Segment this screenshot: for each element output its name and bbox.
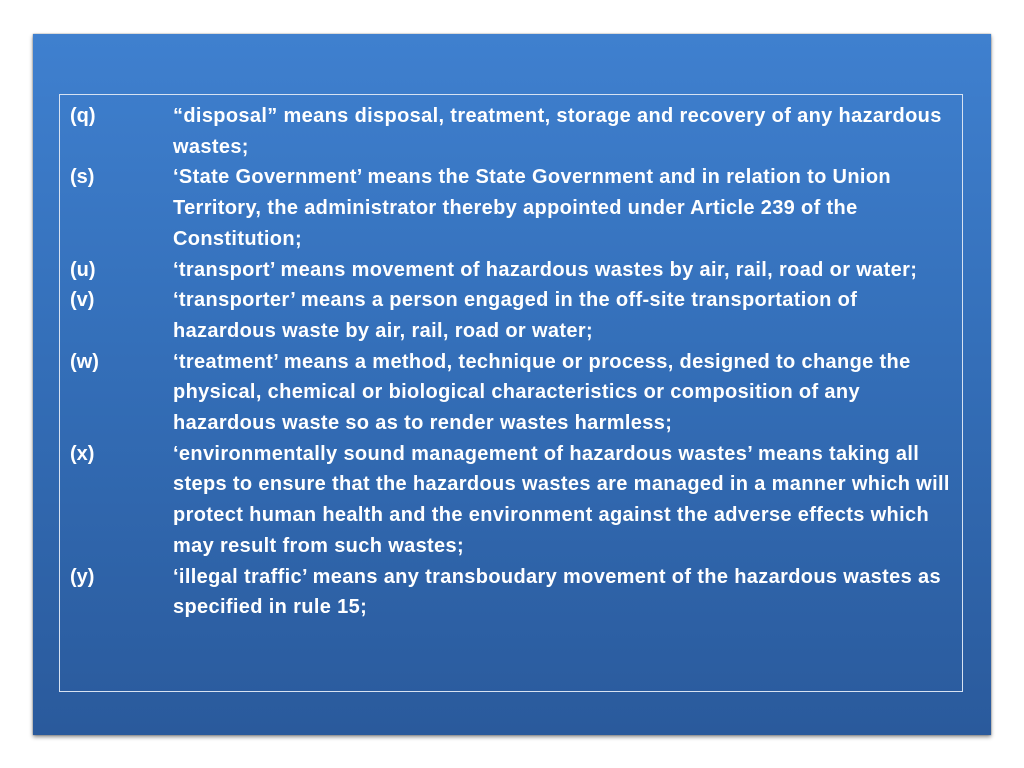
definitions-list — [70, 101, 960, 623]
definition-label: (q) — [70, 105, 96, 127]
definition-label: (y) — [70, 565, 95, 588]
definition-x — [70, 439, 960, 562]
definition-label: (v) — [70, 289, 95, 312]
definition-label: (x) — [70, 442, 95, 465]
definition-s — [70, 162, 960, 254]
definition-text: ‘transporter’ means a person engaged in the off-site transportation of hazardous waste by air, rail, road or water; — [173, 289, 870, 342]
definition-y — [70, 562, 960, 623]
definition-text: “disposal” means disposal, treatment, storage and recovery of any hazardous wastes; — [173, 105, 948, 158]
definition-u — [70, 255, 960, 286]
definition-text: ‘State Government’ means the State Government and in relation to Union Territory, the administrator thereby appointed under Article 239 of the Constitution; — [173, 166, 897, 250]
definition-text: ‘environmentally sound management of hazardous wastes’ means taking all steps to ensure that the hazardous wastes are managed in a manner which will protect human health and the environment against the adverse effects which may result from such wastes; — [173, 442, 956, 557]
definition-text: ‘treatment’ means a method, technique or process, designed to change the physical, chemical or biological characteristics or composition of any hazardous waste so as to render wastes harmless; — [173, 350, 917, 435]
definition-w — [70, 347, 960, 439]
definition-v — [70, 285, 960, 346]
definition-label: (u) — [70, 258, 96, 281]
definition-text: ‘illegal traffic’ means any transboudary movement of the hazardous wastes as specified in rule 15; — [173, 565, 947, 619]
definition-label: (w) — [70, 350, 99, 373]
definition-text: ‘transport’ means movement of hazardous wastes by air, rail, road or water; — [173, 258, 918, 281]
definition-label: (s) — [70, 166, 95, 189]
definition-q — [70, 101, 960, 162]
